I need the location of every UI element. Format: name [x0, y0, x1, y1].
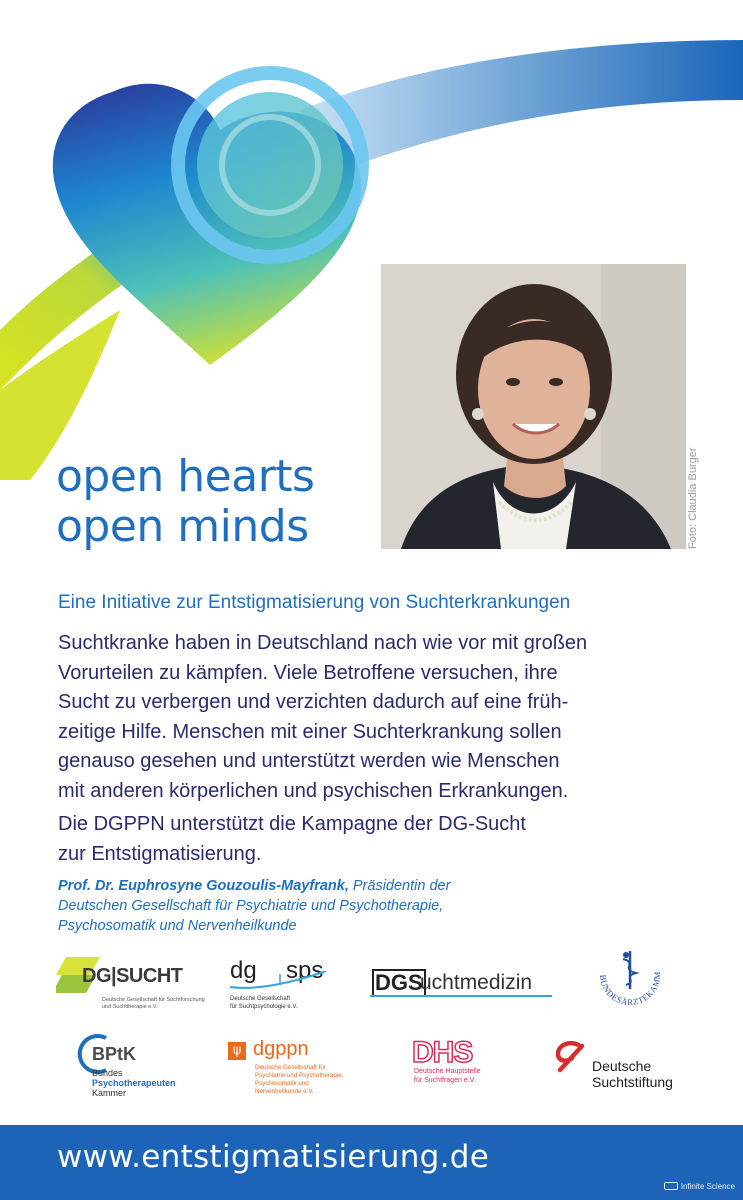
support-line: Die DGPPN unterstützt die Kampagne der DG-Sucht [58, 813, 526, 835]
dgppn-mark: dgppn [253, 1038, 309, 1060]
bptk-caption [92, 1068, 176, 1098]
dgsucht-caption-line: und Suchttherapie e.V. [102, 1004, 158, 1010]
logo-bundesaerztekammer[interactable] [590, 945, 670, 1025]
dgppn-caption-line: Psychosomatik und [255, 1080, 309, 1087]
initiative-subtitle: Eine Initiative zur Entstigmatisierung von Suchterkrankungen [58, 592, 571, 613]
dhs-caption-line: für Suchtfragen e.V. [414, 1076, 476, 1084]
dgsps-caption-line: Deutsche Gesellschaft [230, 996, 291, 1002]
footer-bar [0, 1125, 743, 1200]
dgsucht-caption-line: Deutsche Gesellschaft für Suchtforschung [102, 997, 205, 1003]
logo-dgsucht[interactable] [56, 955, 206, 1017]
attribution-role: Präsidentin der [348, 878, 451, 894]
publisher-logo-icon [664, 1182, 678, 1190]
dgsps-caption-line: für Suchtpsychologie e.V. [230, 1004, 298, 1010]
publisher-brand [664, 1182, 735, 1191]
logo-dgsps[interactable] [228, 955, 338, 1017]
bptk-caption-line: Bundes [92, 1068, 123, 1078]
attribution-name: Prof. Dr. Euphrosyne Gouzoulis-Mayfrank, [58, 878, 349, 894]
attribution-role-line: Psychosomatik und Nervenheilkunde [58, 918, 297, 934]
dgppn-psi-icon: ψ [228, 1042, 246, 1060]
campaign-headline [56, 452, 314, 552]
suchtstiftung-caption-line: Suchtstiftung [592, 1074, 673, 1090]
suchtstiftung-caption [592, 1058, 673, 1090]
attribution [58, 876, 678, 936]
dhs-caption [414, 1068, 481, 1085]
photo-credit: Foto: Claudia Burger [687, 447, 699, 549]
dgsuchtmedizin-prefix: DGS [372, 969, 426, 995]
dgsps-mark-right: sps [286, 957, 324, 984]
intro-line: mit anderen körperlichen und psychischen Erkrankungen. [58, 779, 569, 802]
logo-dgppn[interactable] [228, 1040, 368, 1106]
dgsucht-mark: DG|SUCHT [82, 965, 183, 987]
bptk-mark: BPtK [92, 1044, 136, 1064]
logo-bptk[interactable] [74, 1032, 184, 1102]
dhs-caption-line: Deutsche Hauptstelle [414, 1068, 481, 1075]
intro-paragraph [58, 629, 708, 807]
attribution-role-line: Deutschen Gesellschaft für Psychiatrie und Psychotherapie, [58, 898, 444, 914]
dgppn-caption-line: Deutsche Gesellschaft für [255, 1064, 326, 1071]
dgppn-caption [255, 1064, 343, 1096]
dgsuchtmedizin-suffix: uchtmedizin [420, 971, 533, 994]
dgppn-caption-line: Psychiatrie und Psychotherapie, [255, 1072, 344, 1079]
logo-deutsche-suchtstiftung[interactable] [552, 1040, 692, 1092]
support-line: zur Entstigmatisierung. [58, 842, 262, 865]
publisher-name: Infinite Science [680, 1182, 735, 1191]
intro-line: Vorurteilen zu kämpfen. Viele Betroffene versuchen, ihre [58, 661, 558, 684]
headline-line-1: open hearts [56, 451, 315, 502]
footer-url-link[interactable]: www.entstigmatisierung.de [57, 1139, 490, 1175]
intro-line: Suchtkranke haben in Deutschland nach wie vor mit großen [58, 632, 588, 654]
logo-dgsuchtmedizin[interactable] [370, 965, 560, 1001]
dgsps-mark-left: dg [230, 957, 257, 984]
baek-text: BUNDESÄRZTEKAMM [597, 971, 663, 1008]
headline-line-2: open minds [56, 501, 309, 552]
suchtstiftung-caption-line: Deutsche [592, 1058, 652, 1074]
dgsps-caption [230, 995, 298, 1011]
dgsucht-caption [102, 997, 205, 1011]
bptk-caption-line: Psychotherapeuten [92, 1078, 176, 1088]
support-statement [58, 810, 708, 869]
dgppn-caption-line: Nervenheilkunde e.V. [255, 1088, 314, 1095]
intro-line: zeitige Hilfe. Menschen mit einer Suchterkrankung sollen [58, 720, 562, 743]
intro-line: genauso gesehen und unterstützt werden wie Menschen [58, 750, 560, 773]
logo-dhs[interactable] [412, 1036, 522, 1092]
portrait-photo [381, 264, 686, 549]
intro-line: Sucht zu verbergen und verzichten dadurch auf eine früh- [58, 691, 569, 714]
dhs-mark: DHS [412, 1036, 473, 1069]
bptk-caption-line: Kammer [92, 1088, 127, 1098]
